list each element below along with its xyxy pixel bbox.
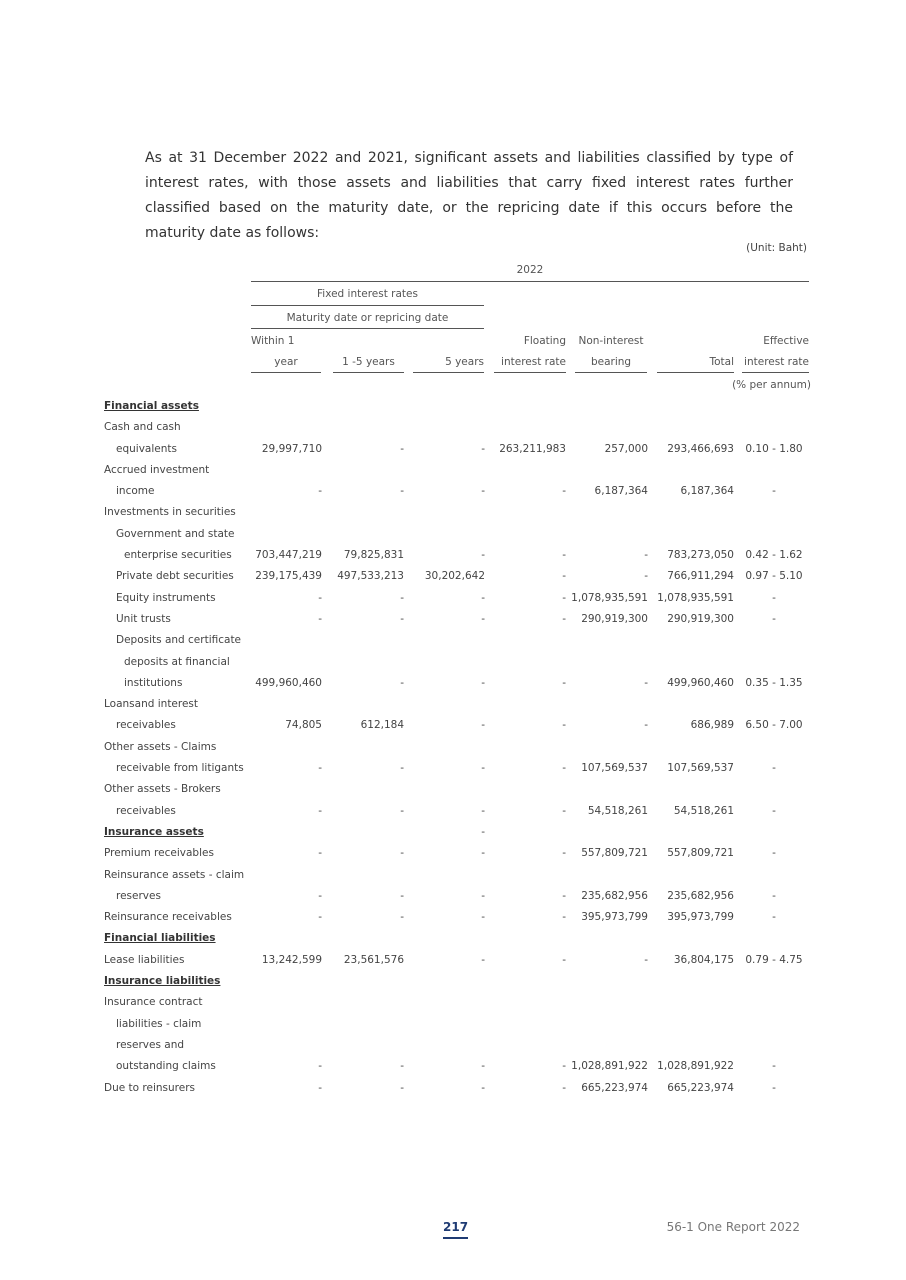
table-cell: - (644, 719, 648, 732)
row-label: income (116, 485, 155, 498)
table-cell: - (481, 485, 485, 498)
row-label: Due to reinsurers (104, 1081, 195, 1094)
table-cell: - (772, 612, 776, 625)
table-cell: 612,184 (360, 719, 404, 732)
table-row (0, 907, 906, 928)
row-label: equivalents (116, 442, 177, 455)
row-label: enterprise securities (124, 549, 232, 562)
table-cell: - (562, 762, 566, 775)
table-cell: 497,533,213 (337, 570, 404, 583)
table-cell: 783,273,050 (667, 549, 734, 562)
table-row (0, 502, 906, 523)
table-row (0, 865, 906, 886)
table-cell: - (481, 911, 485, 924)
table-cell: 79,825,831 (343, 549, 404, 562)
table-cell: - (562, 612, 566, 625)
row-label: Cash and cash (104, 421, 181, 434)
table-row (0, 886, 906, 907)
table-cell: - (318, 612, 322, 625)
table-cell: 0.10 - 1.80 (745, 442, 803, 455)
fixed-rates-rule (251, 305, 484, 306)
table-cell: - (772, 485, 776, 498)
table-cell: 30,202,642 (424, 570, 485, 583)
table-cell: - (400, 1060, 404, 1073)
table-cell: 0.35 - 1.35 (745, 676, 803, 689)
table-cell: - (400, 847, 404, 860)
table-cell: 290,919,300 (667, 612, 734, 625)
table-cell: - (772, 762, 776, 775)
row-label: liabilities - claim (116, 1017, 202, 1030)
maturity-header: Maturity date or repricing date (286, 312, 449, 324)
table-cell: 686,989 (690, 719, 734, 732)
table-cell: 293,466,693 (667, 442, 734, 455)
table-cell: - (562, 719, 566, 732)
col-effective-line1: Effective (763, 335, 809, 347)
table-row (0, 609, 906, 630)
table-row (0, 971, 906, 992)
table-cell: - (318, 889, 322, 902)
table-cell: - (318, 591, 322, 604)
table-cell: 6,187,364 (680, 485, 734, 498)
table-row (0, 758, 906, 779)
unit-label: (Unit: Baht) (746, 242, 807, 254)
table-cell: - (481, 676, 485, 689)
table-row (0, 588, 906, 609)
row-label: outstanding claims (116, 1060, 216, 1073)
table-cell: 499,960,460 (667, 676, 734, 689)
financial-table-body (0, 396, 906, 1099)
table-cell: 395,973,799 (581, 911, 648, 924)
table-row (0, 1014, 906, 1035)
row-label: Deposits and certificate (116, 634, 242, 647)
table-cell: - (481, 804, 485, 817)
fixed-rates-header: Fixed interest rates (317, 288, 418, 300)
row-label: Reinsurance assets - claim (104, 868, 245, 881)
table-cell: 557,809,721 (667, 847, 734, 860)
table-row (0, 524, 906, 545)
table-cell: 36,804,175 (673, 953, 734, 966)
row-label: Insurance contract (104, 996, 203, 1009)
table-cell: 107,569,537 (667, 762, 734, 775)
table-cell: - (481, 719, 485, 732)
table-cell: 1,028,891,922 (571, 1060, 648, 1073)
table-cell: - (772, 847, 776, 860)
row-label: Lease liabilities (104, 953, 185, 966)
col-5-years: 5 years (445, 356, 484, 368)
table-cell: - (644, 676, 648, 689)
table-cell: - (400, 612, 404, 625)
row-label: Reinsurance receivables (104, 911, 232, 924)
table-cell: - (562, 889, 566, 902)
table-cell: 263,211,983 (499, 442, 566, 455)
page-number-underline (443, 1237, 468, 1239)
year-rule (251, 281, 809, 282)
row-label: Premium receivables (104, 847, 214, 860)
table-row (0, 779, 906, 800)
table-row (0, 950, 906, 971)
col-noninterest-line2: bearing (590, 356, 632, 368)
row-label: Equity instruments (116, 591, 216, 604)
table-cell: - (481, 612, 485, 625)
row-label: Government and state (116, 527, 235, 540)
row-label: deposits at financial (124, 655, 230, 668)
table-cell: - (481, 825, 485, 838)
col-within1-line2: year (274, 356, 298, 368)
rule-1-5-years (333, 372, 404, 373)
table-cell: - (562, 911, 566, 924)
table-cell: - (562, 676, 566, 689)
table-row (0, 566, 906, 587)
table-cell: 13,242,599 (261, 953, 322, 966)
col-noninterest-line1: Non-interest (578, 335, 644, 347)
rule-total (657, 372, 734, 373)
rule-5-years (413, 372, 484, 373)
table-cell: 557,809,721 (581, 847, 648, 860)
table-row (0, 630, 906, 651)
table-cell: - (481, 953, 485, 966)
table-row (0, 843, 906, 864)
table-row (0, 545, 906, 566)
table-cell: 1,078,935,591 (657, 591, 734, 604)
table-cell: - (400, 804, 404, 817)
table-cell: - (644, 570, 648, 583)
rule-noninterest (575, 372, 647, 373)
col-total: Total (709, 356, 734, 368)
table-cell: 0.97 - 5.10 (745, 570, 803, 583)
table-row (0, 801, 906, 822)
table-cell: 665,223,974 (581, 1081, 648, 1094)
table-row (0, 439, 906, 460)
page-number: 217 (443, 1220, 469, 1234)
table-cell: - (562, 1081, 566, 1094)
table-cell: 54,518,261 (673, 804, 734, 817)
col-within1-line1: Within 1 (251, 335, 295, 347)
table-cell: - (400, 889, 404, 902)
table-cell: - (772, 1081, 776, 1094)
table-cell: - (772, 911, 776, 924)
table-cell: - (562, 804, 566, 817)
table-cell: - (400, 762, 404, 775)
row-label: Accrued investment (104, 463, 210, 476)
table-row (0, 715, 906, 736)
table-cell: - (772, 1060, 776, 1073)
table-cell: - (481, 442, 485, 455)
table-row (0, 694, 906, 715)
rule-within1 (251, 372, 321, 373)
table-cell: - (318, 485, 322, 498)
row-label: reserves (116, 889, 161, 902)
col-1-5-years: 1 -5 years (342, 356, 395, 368)
table-row (0, 652, 906, 673)
table-cell: 0.42 - 1.62 (745, 549, 803, 562)
col-floating-line2: interest rate (501, 356, 566, 368)
section-heading: Financial assets (104, 400, 199, 412)
row-label: receivables (116, 804, 176, 817)
col-effective-line2: interest rate (744, 356, 809, 368)
table-cell: 499,960,460 (255, 676, 322, 689)
table-cell: 23,561,576 (343, 953, 404, 966)
table-cell: 107,569,537 (581, 762, 648, 775)
col-percent-per-annum: (% per annum) (732, 379, 811, 391)
table-cell: 235,682,956 (581, 889, 648, 902)
table-cell: - (318, 1081, 322, 1094)
table-cell: - (318, 911, 322, 924)
table-row (0, 992, 906, 1013)
table-cell: - (400, 442, 404, 455)
table-cell: 0.79 - 4.75 (745, 953, 803, 966)
rule-floating (494, 372, 566, 373)
table-cell: - (400, 591, 404, 604)
table-cell: - (562, 1060, 566, 1073)
table-row (0, 460, 906, 481)
row-label: reserves and (116, 1038, 185, 1051)
table-row (0, 1035, 906, 1056)
table-cell: - (318, 762, 322, 775)
year-header: 2022 (516, 264, 544, 276)
table-cell: - (481, 549, 485, 562)
table-cell: - (481, 591, 485, 604)
table-row (0, 396, 906, 417)
table-row (0, 1056, 906, 1077)
table-cell: 766,911,294 (667, 570, 734, 583)
table-cell: - (772, 889, 776, 902)
table-cell: - (644, 953, 648, 966)
row-label: Other assets - Brokers (104, 783, 221, 796)
table-cell: - (481, 1081, 485, 1094)
table-cell: - (481, 762, 485, 775)
row-label: Other assets - Claims (104, 740, 217, 753)
table-cell: - (562, 847, 566, 860)
table-cell: 1,078,935,591 (571, 591, 648, 604)
row-label: Investments in securities (104, 506, 236, 519)
row-label: Unit trusts (116, 612, 171, 625)
table-cell: - (562, 953, 566, 966)
row-label: Private debt securities (116, 570, 234, 583)
section-heading: Financial liabilities (104, 932, 216, 945)
table-cell: - (481, 1060, 485, 1073)
table-cell: - (400, 676, 404, 689)
table-cell: - (318, 804, 322, 817)
row-label: receivables (116, 719, 176, 732)
table-cell: - (562, 570, 566, 583)
col-floating-line1: Floating (523, 335, 566, 347)
table-cell: - (318, 847, 322, 860)
rule-effective (742, 372, 809, 373)
table-cell: - (481, 889, 485, 902)
table-cell: - (644, 549, 648, 562)
table-cell: 1,028,891,922 (657, 1060, 734, 1073)
table-row (0, 417, 906, 438)
table-cell: 703,447,219 (255, 549, 322, 562)
table-cell: 395,973,799 (667, 911, 734, 924)
maturity-rule (251, 328, 484, 329)
table-cell: - (481, 847, 485, 860)
table-cell: - (318, 1060, 322, 1073)
section-heading: Insurance assets (104, 825, 204, 838)
table-cell: 257,000 (604, 442, 648, 455)
table-cell: 239,175,439 (255, 570, 322, 583)
report-title: 56-1 One Report 2022 (666, 1220, 800, 1234)
table-cell: 29,997,710 (261, 442, 322, 455)
table-cell: 6.50 - 7.00 (745, 719, 803, 732)
table-cell: 235,682,956 (667, 889, 734, 902)
table-cell: - (562, 485, 566, 498)
table-row (0, 928, 906, 949)
table-row (0, 673, 906, 694)
table-row (0, 737, 906, 758)
section-heading: Insurance liabilities (104, 975, 221, 988)
intro-paragraph: As at 31 December 2022 and 2021, significant assets and liabilities classified by type of interest rates, with those assets and liabilities that carry fixed interest rates further classified based on the maturity date, or the repricing date if this occurs before the maturity date as follows: (145, 150, 793, 241)
table-cell: - (400, 485, 404, 498)
table-cell: 6,187,364 (594, 485, 648, 498)
table-cell: - (772, 804, 776, 817)
row-label: institutions (124, 676, 183, 689)
table-cell: - (400, 1081, 404, 1094)
table-row (0, 822, 906, 843)
row-label: receivable from litigants (116, 762, 244, 775)
table-cell: - (562, 549, 566, 562)
table-row (0, 481, 906, 502)
table-cell: 290,919,300 (581, 612, 648, 625)
table-cell: 54,518,261 (587, 804, 648, 817)
table-cell: - (562, 591, 566, 604)
table-cell: - (772, 591, 776, 604)
table-cell: 74,805 (285, 719, 322, 732)
table-cell: - (400, 911, 404, 924)
table-row (0, 1078, 906, 1099)
table-cell: 665,223,974 (667, 1081, 734, 1094)
row-label: Loansand interest (104, 698, 199, 711)
